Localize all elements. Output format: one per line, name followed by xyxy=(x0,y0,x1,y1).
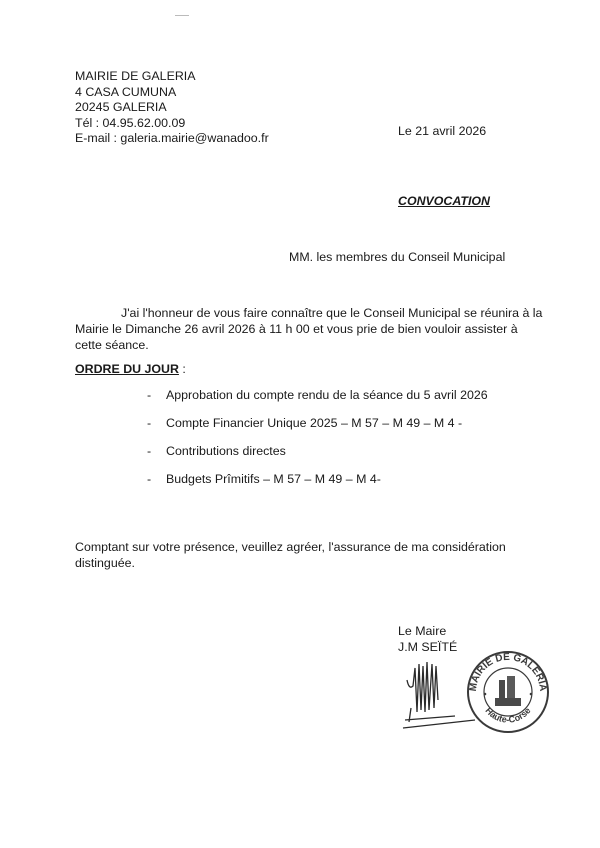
sender-phone: Tél : 04.95.62.00.09 xyxy=(75,115,186,130)
agenda-item xyxy=(147,416,462,430)
scan-mark xyxy=(175,15,189,16)
bullet-dash-icon: - xyxy=(147,388,152,402)
signatory-name: J.M SEÏTÉ xyxy=(398,639,458,654)
sender-line: 4 CASA CUMUNA xyxy=(75,84,177,99)
sender-line: MAIRIE DE GALERIA xyxy=(75,69,196,83)
stamp-bottom-text: Haute-Corse xyxy=(483,705,533,725)
agenda-item-text: Budgets Prîmitifs – M 57 – M 49 – M 4- xyxy=(166,472,381,486)
bullet-dash-icon: - xyxy=(147,416,152,430)
stamp-top-text: MAIRIE DE GALERIA xyxy=(467,651,549,693)
agenda-item-text: Compte Financier Unique 2025 – M 57 – M 49 – M 4 - xyxy=(166,416,463,430)
signature-scribble-icon xyxy=(403,662,475,728)
body-line: J'ai l'honneur de vous faire connaître que le Conseil Municipal se réunira à la xyxy=(121,306,543,320)
agenda-heading xyxy=(75,362,186,376)
bullet-dash-icon: - xyxy=(147,472,152,486)
recipient: MM. les membres du Conseil Municipal xyxy=(289,250,506,264)
agenda-heading-colon: : xyxy=(178,362,186,376)
agenda-item xyxy=(147,388,488,402)
closing-formula xyxy=(75,540,545,571)
sender-line: 20245 GALERIA xyxy=(75,100,167,115)
sender-address xyxy=(75,69,269,147)
agenda-item-text: Approbation du compte rendu de la séance du 5 avril 2026 xyxy=(166,388,488,402)
body-paragraph xyxy=(75,305,545,353)
closing-line: Comptant sur votre présence, veuillez agréer, l'assurance de ma considération xyxy=(75,540,506,554)
agenda-item xyxy=(147,472,381,486)
body-line: Mairie le Dimanche 26 avril 2026 à 11 h 00 et vous prie de bien vouloir assister à xyxy=(75,322,518,336)
agenda-heading-text: ORDRE DU JOUR xyxy=(75,362,179,376)
document-title: CONVOCATION xyxy=(398,194,491,208)
town-hall-stamp-icon xyxy=(468,652,548,732)
bullet-dash-icon: - xyxy=(147,444,152,458)
agenda-item-text: Contributions directes xyxy=(166,444,286,458)
signatory-role: Le Maire xyxy=(398,624,447,638)
body-line: cette séance. xyxy=(75,338,149,352)
letter-date: Le 21 avril 2026 xyxy=(398,124,487,138)
handwritten-signature-and-stamp xyxy=(395,650,555,740)
agenda-item xyxy=(147,444,286,458)
sender-email: E-mail : galeria.mairie@wanadoo.fr xyxy=(75,131,269,146)
closing-line: distinguée. xyxy=(75,555,135,570)
